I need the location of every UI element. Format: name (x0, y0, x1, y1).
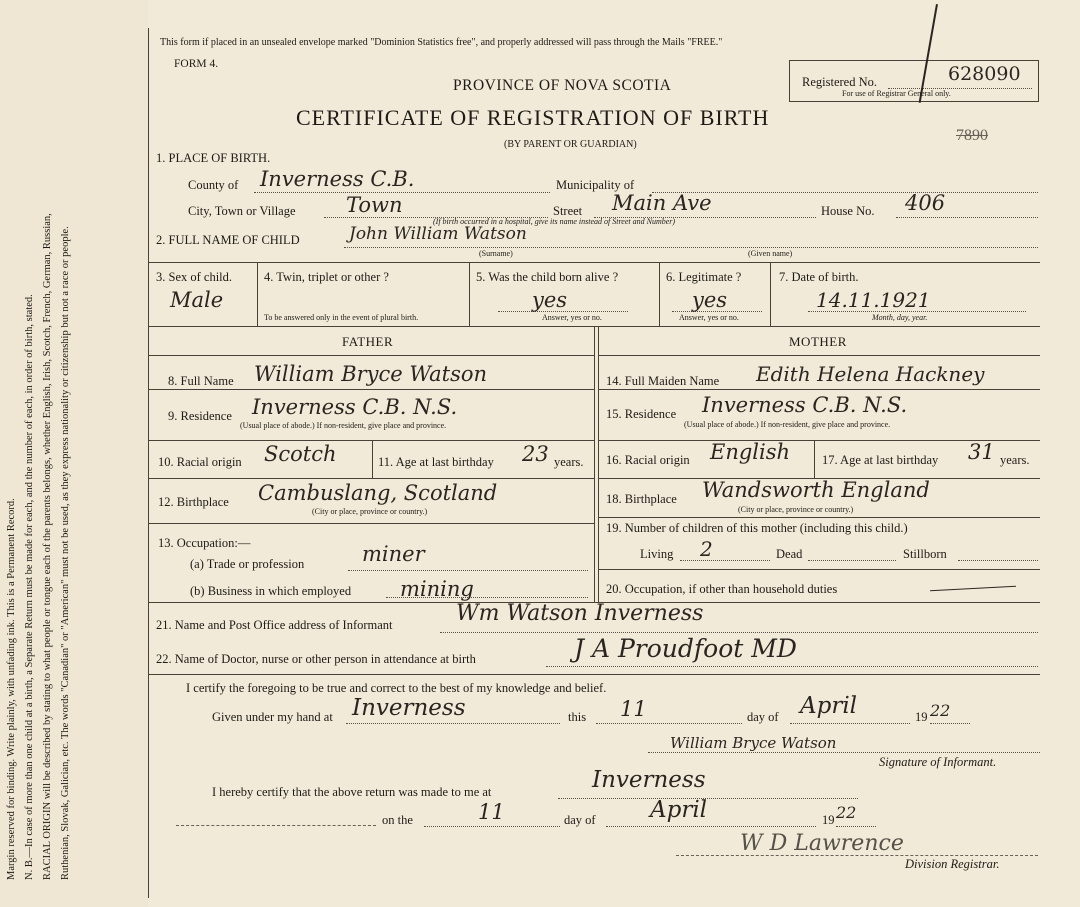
born-alive-label: 5. Was the child born alive ? (476, 270, 619, 284)
mother-birthplace-label: 18. Birthplace (606, 492, 677, 506)
registered-number-label: Registered No. (802, 75, 877, 89)
place-of-birth-heading: 1. PLACE OF BIRTH. (156, 151, 271, 165)
certificate-title: CERTIFICATE OF REGISTRATION OF BIRTH (296, 105, 770, 130)
registered-number-box (789, 60, 1039, 102)
twin-label: 4. Twin, triplet or other ? (264, 270, 389, 284)
given-under-label: Given under my hand at (212, 710, 333, 724)
sex-label: 3. Sex of child. (156, 270, 233, 284)
father-name-label: 8. Full Name (168, 374, 234, 388)
father-birthplace-note: (City or place, province or country.) (312, 507, 428, 516)
father-years-label: years. (554, 455, 584, 469)
city-label: City, Town or Village (188, 204, 296, 218)
dead-label: Dead (776, 547, 803, 561)
street-label: Street (553, 204, 583, 218)
house-value: 406 (905, 191, 946, 215)
day-of-label: day of (747, 710, 779, 724)
province-heading: PROVINCE OF NOVA SCOTIA (453, 77, 672, 94)
father-heading: FATHER (342, 334, 394, 349)
doctor-value: J A Proudfoot MD (574, 634, 797, 663)
margin-instructions (3, 20, 75, 880)
margin-line-4: Ruthenian, Slovak, Galician, etc. The words "Canadian" or "American" must not be used, as they express nationality or citizenship but not a race or people. (60, 226, 71, 880)
registrar-signature: W D Lawrence (740, 831, 904, 856)
mother-racial-value: English (710, 440, 791, 464)
informant-label: 21. Name and Post Office address of Informant (156, 618, 393, 632)
father-birthplace-value: Cambuslang, Scotland (258, 481, 498, 505)
parents-divider (594, 326, 595, 602)
father-residence-note: (Usual place of abode.) If non-resident, give place and province. (240, 421, 447, 430)
father-racial-value: Scotch (264, 442, 337, 466)
registrar-place-value: Inverness (592, 767, 706, 793)
certification-rule (148, 674, 1040, 675)
mother-birthplace-note: (City or place, province or country.) (738, 505, 854, 514)
trade-value: miner (362, 542, 425, 566)
given-month-value: April (800, 693, 858, 719)
informant-signature-label: Signature of Informant. (879, 755, 997, 769)
children-count-label: 19. Number of children of this mother (including this child.) (606, 521, 908, 535)
given-name-note: (Given name) (748, 249, 793, 258)
registrar-year-value: 22 (836, 803, 857, 822)
registrar-use-note: For use of Registrar General only. (842, 89, 951, 98)
father-name-value: William Bryce Watson (254, 362, 488, 386)
margin-line-1: Margin reserved for binding. Write plainly, with unfading ink. This is a Permanent Record. (6, 498, 17, 880)
father-residence-value: Inverness C.B. N.S. (252, 395, 458, 419)
county-value: Inverness C.B. (260, 167, 415, 191)
born-alive-value: yes (532, 288, 568, 312)
form-number: FORM 4. (174, 58, 219, 70)
house-label: House No. (821, 204, 875, 218)
street-value: Main Ave (612, 191, 712, 215)
child-name-label: 2. FULL NAME OF CHILD (156, 233, 300, 247)
birth-date-label: 7. Date of birth. (779, 270, 859, 284)
on-the-label: on the (382, 813, 413, 827)
mother-racial-label: 16. Racial origin (606, 453, 690, 467)
municipality-label: Municipality of (556, 178, 635, 192)
certify-statement: I certify the foregoing to be true and correct to the best of my knowledge and belief. (186, 681, 607, 695)
legitimate-value: yes (692, 288, 728, 312)
trade-label: (a) Trade or profession (190, 557, 305, 571)
registrar-day-value: 11 (478, 800, 505, 824)
hospital-note: (If birth occurred in a hospital, give its name instead of Street and Number) (433, 217, 676, 226)
certificate-subtitle: (BY PARENT OR GUARDIAN) (504, 139, 637, 150)
given-day-value: 11 (620, 697, 647, 721)
mother-name-value: Edith Helena Hackney (756, 362, 985, 386)
sex-value: Male (170, 288, 224, 312)
city-value: Town (346, 193, 403, 217)
doctor-label: 22. Name of Doctor, nurse or other person in attendance at birth (156, 652, 476, 666)
mother-years-label: years. (1000, 453, 1030, 467)
stillborn-label: Stillborn (903, 547, 947, 561)
given-year-value: 22 (930, 701, 951, 720)
business-label: (b) Business in which employed (190, 584, 352, 598)
legitimate-note: Answer, yes or no. (679, 313, 739, 322)
registrar-month-value: April (650, 797, 708, 823)
father-age-value: 23 (522, 442, 549, 466)
informant-value: Wm Watson Inverness (456, 601, 704, 626)
year-prefix: 19 (915, 710, 928, 724)
twin-note: To be answered only in the event of plural birth. (264, 313, 419, 322)
father-birthplace-label: 12. Birthplace (158, 495, 229, 509)
business-value: mining (400, 577, 474, 601)
born-alive-note: Answer, yes or no. (542, 313, 602, 322)
occupation-dash (930, 586, 1016, 591)
details-top-rule (148, 262, 1040, 263)
margin-line-2: N. B.—In case of more than one child at a birth, a Separate Return must be made for each, and the number of each, in order of birth, stated. (24, 294, 35, 880)
mother-name-label: 14. Full Maiden Name (606, 374, 720, 388)
margin-rule (148, 28, 149, 898)
informant-signature: William Bryce Watson (670, 734, 837, 752)
mother-heading: MOTHER (789, 334, 847, 349)
surname-note: (Surname) (479, 249, 513, 258)
birth-date-value: 14.11.1921 (816, 288, 931, 312)
father-age-label: 11. Age at last birthday (378, 455, 494, 469)
mother-age-label: 17. Age at last birthday (822, 453, 939, 467)
mailing-notice: This form if placed in an unsealed envelope marked "Dominion Statistics free", and properly addressed will pass through the Mails "FREE." (160, 37, 723, 48)
birth-date-note: Month, day, year. (872, 313, 928, 322)
mother-residence-value: Inverness C.B. N.S. (702, 393, 908, 417)
mother-birthplace-value: Wandsworth England (702, 478, 930, 502)
this-label: this (568, 710, 587, 724)
registrar-statement: I hereby certify that the above return was made to me at (212, 785, 492, 799)
mother-age-value: 31 (968, 440, 995, 464)
mother-residence-note: (Usual place of abode.) If non-resident, give place and province. (684, 420, 891, 429)
living-label: Living (640, 547, 674, 561)
father-racial-label: 10. Racial origin (158, 455, 242, 469)
county-label: County of (188, 178, 239, 192)
mother-residence-label: 15. Residence (606, 407, 677, 421)
given-place-value: Inverness (352, 695, 466, 721)
legitimate-label: 6. Legitimate ? (666, 270, 742, 284)
child-name-value: John William Watson (349, 224, 527, 244)
registered-number-value: 628090 (948, 63, 1021, 85)
margin-line-3: RACIAL ORIGIN will be described by stating to what people or tongue each of the parents belongs, whether English, Irish, Scotch, French, German, Russian, (42, 213, 53, 880)
living-value: 2 (700, 537, 713, 561)
occupation-heading: 13. Occupation:— (158, 536, 251, 550)
registrar-year-prefix: 19 (822, 813, 835, 827)
mother-occupation-label: 20. Occupation, if other than household duties (606, 582, 838, 596)
father-residence-label: 9. Residence (168, 409, 232, 423)
corner-number: 7890 (956, 127, 988, 144)
division-registrar-label: Division Registrar. (905, 857, 1000, 871)
registrar-day-of-label: day of (564, 813, 596, 827)
